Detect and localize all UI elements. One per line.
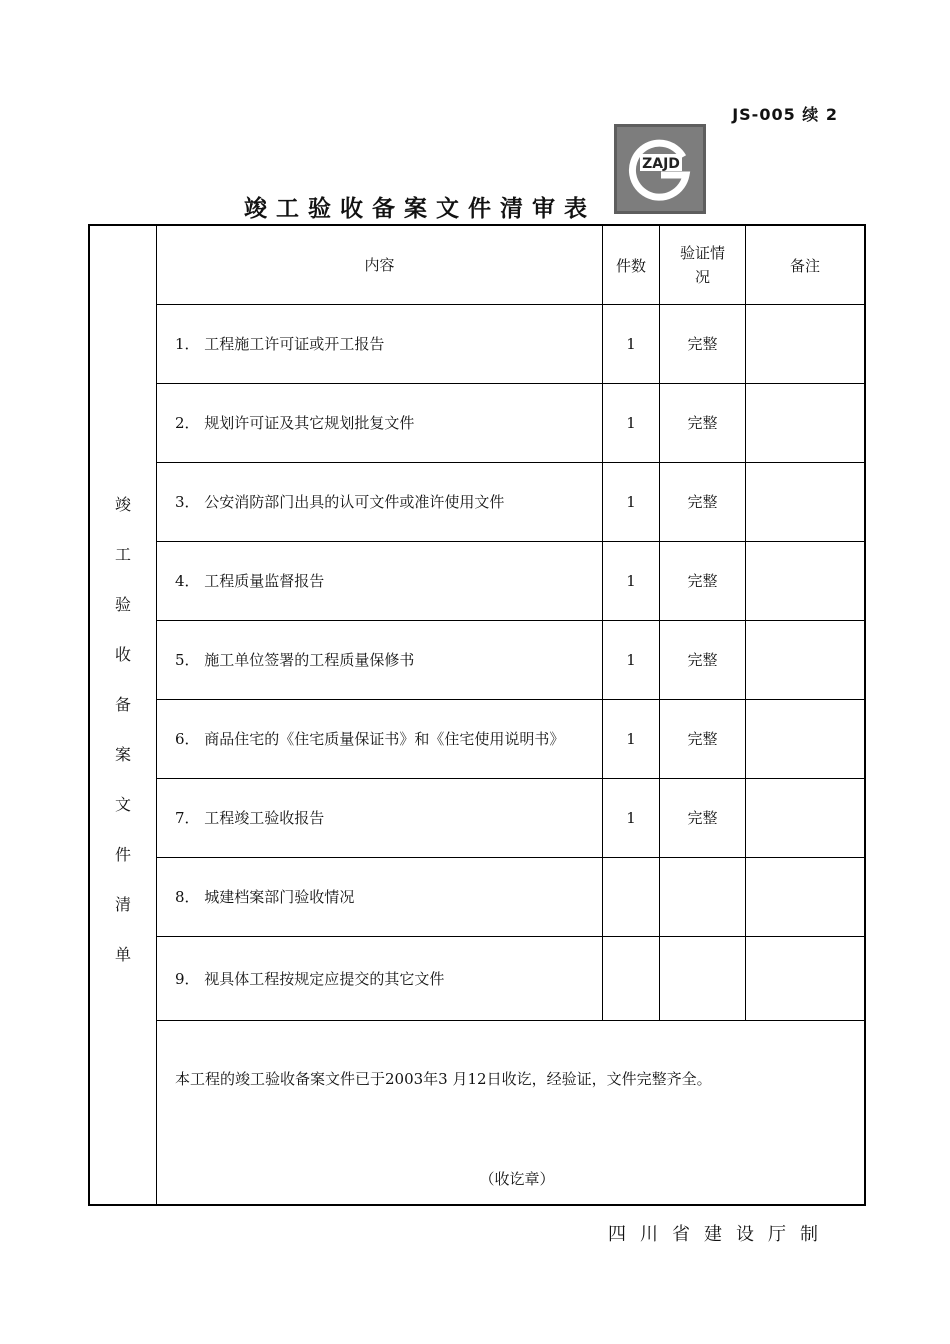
summary-text: 本工程的竣工验收备案文件已于2003年3 月12日收讫，经验证，文件完整齐全。 [175,1070,712,1088]
column-header-verify [660,226,746,304]
row-verify: 完整 [660,542,746,620]
row-content: 7． 工程竣工验收报告 [157,779,603,857]
row-notes [746,700,864,778]
table-row [157,621,864,700]
row-content: 9． 视具体工程按规定应提交的其它文件 [157,937,603,1020]
row-verify [660,858,746,936]
table-row [157,779,864,858]
row-count: 1 [603,542,660,620]
verify-header-text: 验证情况 [679,244,725,286]
row-verify: 完整 [660,305,746,383]
row-content: 5． 施工单位签署的工程质量保修书 [157,621,603,699]
page-title: 竣工验收备案文件清审表 [244,196,596,222]
column-header-count: 件数 [603,226,660,304]
zajd-logo [614,124,706,214]
table-row [157,700,864,779]
row-verify: 完整 [660,463,746,541]
seal-label: （收讫章） [479,1170,555,1188]
header-row [157,226,864,305]
table-row [157,542,864,621]
row-notes [746,542,864,620]
row-notes [746,463,864,541]
row-notes [746,384,864,462]
row-count: 1 [603,779,660,857]
summary-section [157,1020,864,1204]
row-content: 3． 公安消防部门出具的认可文件或准许使用文件 [157,463,603,541]
side-column [90,226,157,1204]
row-count [603,858,660,936]
column-header-notes: 备注 [789,256,820,275]
row-count: 1 [603,621,660,699]
row-content: 8． 城建档案部门验收情况 [157,858,603,936]
table-grid [157,226,864,1021]
table-row [157,937,864,1021]
row-notes [746,858,864,936]
table-row [157,463,864,542]
row-count: 1 [603,384,660,462]
issuer-label: 四川省建设厅制 [608,1224,832,1245]
row-count: 1 [603,305,660,383]
row-content: 2． 规划许可证及其它规划批复文件 [157,384,603,462]
row-content: 6． 商品住宅的《住宅质量保证书》和《住宅使用说明书》 [157,700,603,778]
row-count [603,937,660,1020]
column-header-content: 内容 [157,226,603,304]
table-row [157,384,864,463]
row-verify: 完整 [660,700,746,778]
row-notes [746,621,864,699]
row-notes [746,779,864,857]
checklist-table [88,224,866,1206]
row-verify: 完整 [660,779,746,857]
logo-text: ZAJD [642,156,680,172]
row-count: 1 [603,463,660,541]
row-verify [660,937,746,1020]
table-row [157,305,864,384]
row-notes [746,305,864,383]
row-verify: 完整 [660,384,746,462]
row-count: 1 [603,700,660,778]
row-notes [746,937,864,1020]
row-verify: 完整 [660,621,746,699]
row-content: 1． 工程施工许可证或开工报告 [157,305,603,383]
side-label: 竣 工 验 收 备 案 文 件 清 单 [114,495,131,964]
table-row [157,858,864,937]
row-content: 4． 工程质量监督报告 [157,542,603,620]
form-code: JS-005 续 2 [732,105,838,124]
